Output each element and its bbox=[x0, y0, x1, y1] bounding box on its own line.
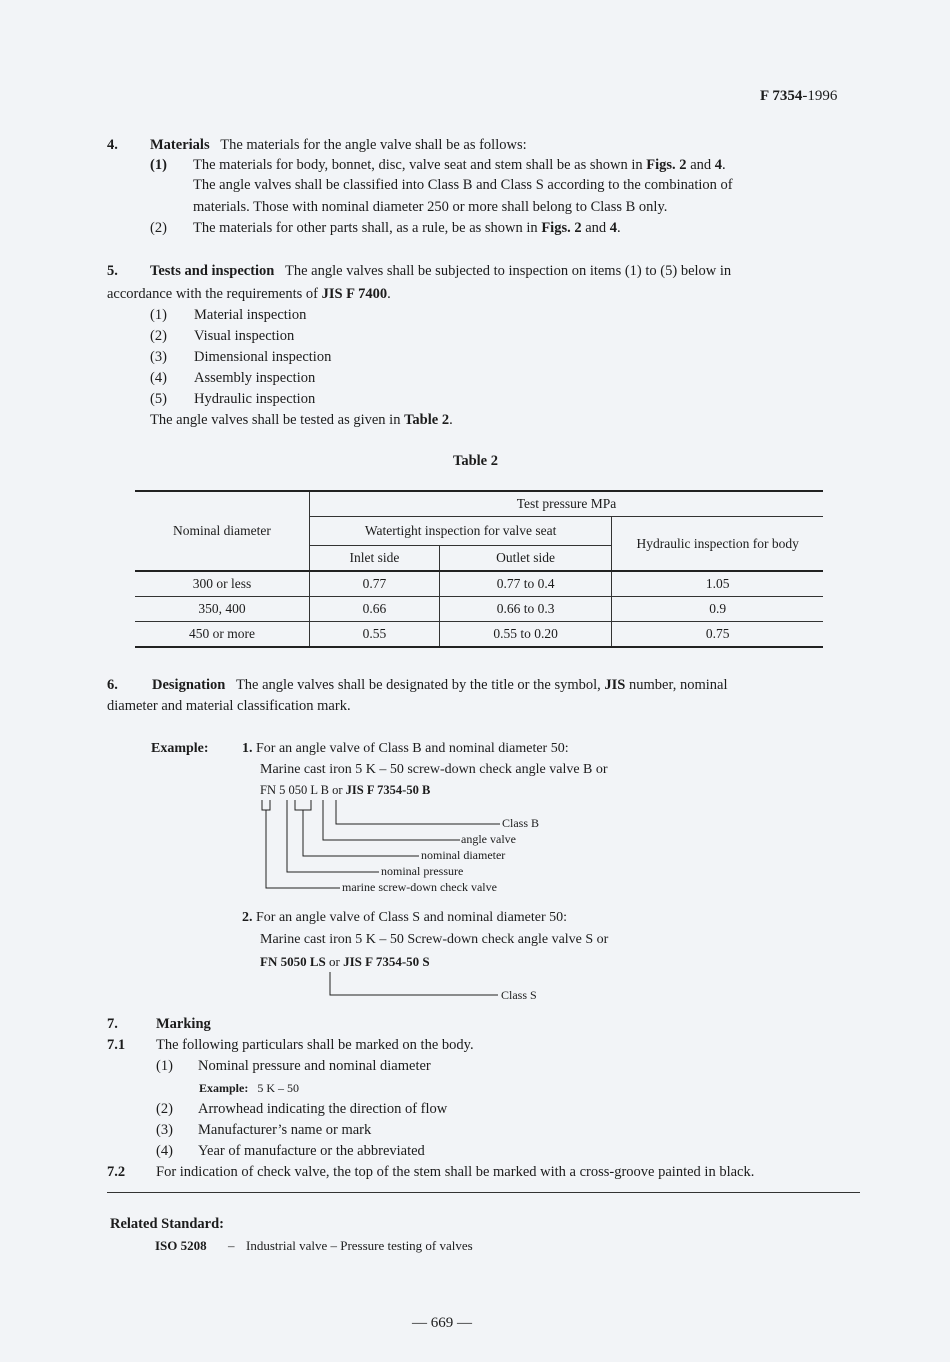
inspection-item-text: Visual inspection bbox=[194, 328, 295, 344]
example-2-line: Marine cast iron 5 K – 50 Screw-down check angle valve S or bbox=[260, 932, 609, 947]
inspection-item: (3) bbox=[150, 349, 167, 365]
section-7-2-num: 7.2 bbox=[107, 1164, 126, 1180]
example-label: Example: bbox=[151, 741, 209, 756]
table-cell: 0.55 bbox=[309, 622, 439, 648]
header-outlet: Outlet side bbox=[439, 546, 611, 572]
section-4-item-2: The materials for other parts shall, as a rule, be as shown in Figs. 2 and 4. bbox=[193, 220, 621, 236]
section-5-line2: accordance with the requirements of JIS F 7400. bbox=[107, 286, 391, 302]
section-4-intro: Materials The materials for the angle valve shall be as follows: bbox=[150, 137, 527, 153]
table-cell: 0.77 to 0.4 bbox=[439, 571, 611, 597]
section-5-line1: Tests and inspection The angle valves shall be subjected to inspection on items (1) to (5) below in bbox=[150, 263, 732, 279]
inspection-item-text: Hydraulic inspection bbox=[194, 391, 316, 407]
marking-item-text: Arrowhead indicating the direction of flow bbox=[198, 1101, 448, 1117]
section-4-item-1-line2: The angle valves shall be classified into Class B and Class S according to the combination of bbox=[193, 177, 733, 193]
marking-item-text: Nominal pressure and nominal diameter bbox=[198, 1058, 431, 1074]
table-cell: 0.77 bbox=[309, 571, 439, 597]
table-cell: 0.75 bbox=[612, 622, 823, 648]
table-cell: 0.66 bbox=[309, 597, 439, 622]
bracket-diameter bbox=[295, 800, 311, 810]
marking-item-text: Manufacturer’s name or mark bbox=[198, 1122, 372, 1138]
section-4-item-1-num: (1) bbox=[150, 157, 167, 173]
leader-nominal-pressure bbox=[287, 800, 379, 872]
leader-class-s bbox=[330, 972, 498, 995]
label-nominal-diameter: nominal diameter bbox=[421, 848, 506, 862]
table-cell: 350, 400 bbox=[135, 597, 309, 622]
table-cell: 0.55 to 0.20 bbox=[439, 622, 611, 648]
section-7-1-num: 7.1 bbox=[107, 1037, 126, 1053]
section-6-line2: diameter and material classification mark. bbox=[107, 698, 351, 714]
table-title: Table 2 bbox=[453, 453, 498, 469]
section-6-num: 6. bbox=[107, 677, 118, 693]
inspection-item: (1) bbox=[150, 307, 167, 323]
inspection-item-text: Material inspection bbox=[194, 307, 307, 323]
inspection-item: (5) bbox=[150, 391, 167, 407]
marking-item-num: (4) bbox=[156, 1143, 173, 1159]
section-7-num: 7. bbox=[107, 1016, 118, 1032]
section-7-1-text: The following particulars shall be marked on the body. bbox=[156, 1037, 474, 1053]
header-hydraulic: Hydraulic inspection for body bbox=[612, 517, 823, 572]
header-test-pressure: Test pressure MPa bbox=[309, 491, 823, 517]
example-1-code: FN 5 050 L B or JIS F 7354-50 B bbox=[260, 783, 431, 797]
header-inlet: Inlet side bbox=[309, 546, 439, 572]
label-marine-valve: marine screw-down check valve bbox=[342, 880, 497, 894]
marking-item-num: (3) bbox=[156, 1122, 173, 1138]
divider bbox=[107, 1192, 860, 1193]
table-cell: 0.9 bbox=[612, 597, 823, 622]
marking-example: Example: 5 K – 50 bbox=[199, 1081, 300, 1095]
header-watertight: Watertight inspection for valve seat bbox=[309, 517, 611, 546]
label-class-b: Class B bbox=[502, 816, 540, 830]
table-cell: 300 or less bbox=[135, 571, 309, 597]
table-cell: 1.05 bbox=[612, 571, 823, 597]
inspection-item: (4) bbox=[150, 370, 167, 386]
marking-item-num: (1) bbox=[156, 1058, 173, 1074]
section-7-2-text: For indication of check valve, the top of the stem shall be marked with a cross-groove painted in black. bbox=[156, 1164, 755, 1180]
header-nominal-diameter: Nominal diameter bbox=[135, 491, 309, 571]
section-4-item-2-num: (2) bbox=[150, 220, 167, 236]
section-7-title: Marking bbox=[156, 1016, 211, 1032]
standard-number: F 7354-1996 bbox=[760, 88, 838, 104]
section-5-num: 5. bbox=[107, 263, 118, 279]
related-standard-code: ISO 5208 bbox=[155, 1238, 207, 1253]
label-angle-valve: angle valve bbox=[461, 832, 516, 846]
table-cell: 450 or more bbox=[135, 622, 309, 648]
inspection-item-text: Dimensional inspection bbox=[194, 349, 332, 365]
section-4-item-1-line3: materials. Those with nominal diameter 250 or more shall belong to Class B only. bbox=[193, 199, 668, 215]
example-1-title: 1. For an angle valve of Class B and nominal diameter 50: bbox=[242, 741, 569, 756]
inspection-item-text: Assembly inspection bbox=[194, 370, 316, 386]
related-standard-title: Related Standard: bbox=[110, 1216, 224, 1232]
section-6-line1: Designation The angle valves shall be designated by the title or the symbol, JIS number, nominal bbox=[152, 677, 728, 693]
section-4-heading: 4. bbox=[107, 137, 118, 153]
label-nominal-pressure: nominal pressure bbox=[381, 864, 464, 878]
bracket-fn bbox=[262, 800, 270, 810]
marking-item-num: (2) bbox=[156, 1101, 173, 1117]
section-4-item-1: The materials for body, bonnet, disc, valve seat and stem shall be as shown in Figs. 2 and 4. bbox=[193, 157, 726, 173]
page-number: — 669 — bbox=[412, 1315, 472, 1331]
label-class-s: Class S bbox=[501, 988, 537, 1002]
example-2-code: FN 5050 LS or JIS F 7354-50 S bbox=[260, 954, 430, 969]
table-cell: 0.66 to 0.3 bbox=[439, 597, 611, 622]
example-2-title: 2. For an angle valve of Class S and nominal diameter 50: bbox=[242, 910, 568, 925]
inspection-item: (2) bbox=[150, 328, 167, 344]
related-standard-dash: – bbox=[228, 1238, 235, 1253]
leader-angle-valve bbox=[323, 800, 460, 840]
marking-item-text: Year of manufacture or the abbreviated bbox=[198, 1143, 425, 1159]
related-standard-text: Industrial valve – Pressure testing of valves bbox=[246, 1238, 473, 1253]
section-5-table-ref: The angle valves shall be tested as given in Table 2. bbox=[150, 412, 453, 428]
leader-class-b bbox=[336, 800, 500, 824]
leader-nominal-diameter bbox=[303, 810, 419, 856]
example-1-line: Marine cast iron 5 K – 50 screw-down check angle valve B or bbox=[260, 762, 608, 777]
